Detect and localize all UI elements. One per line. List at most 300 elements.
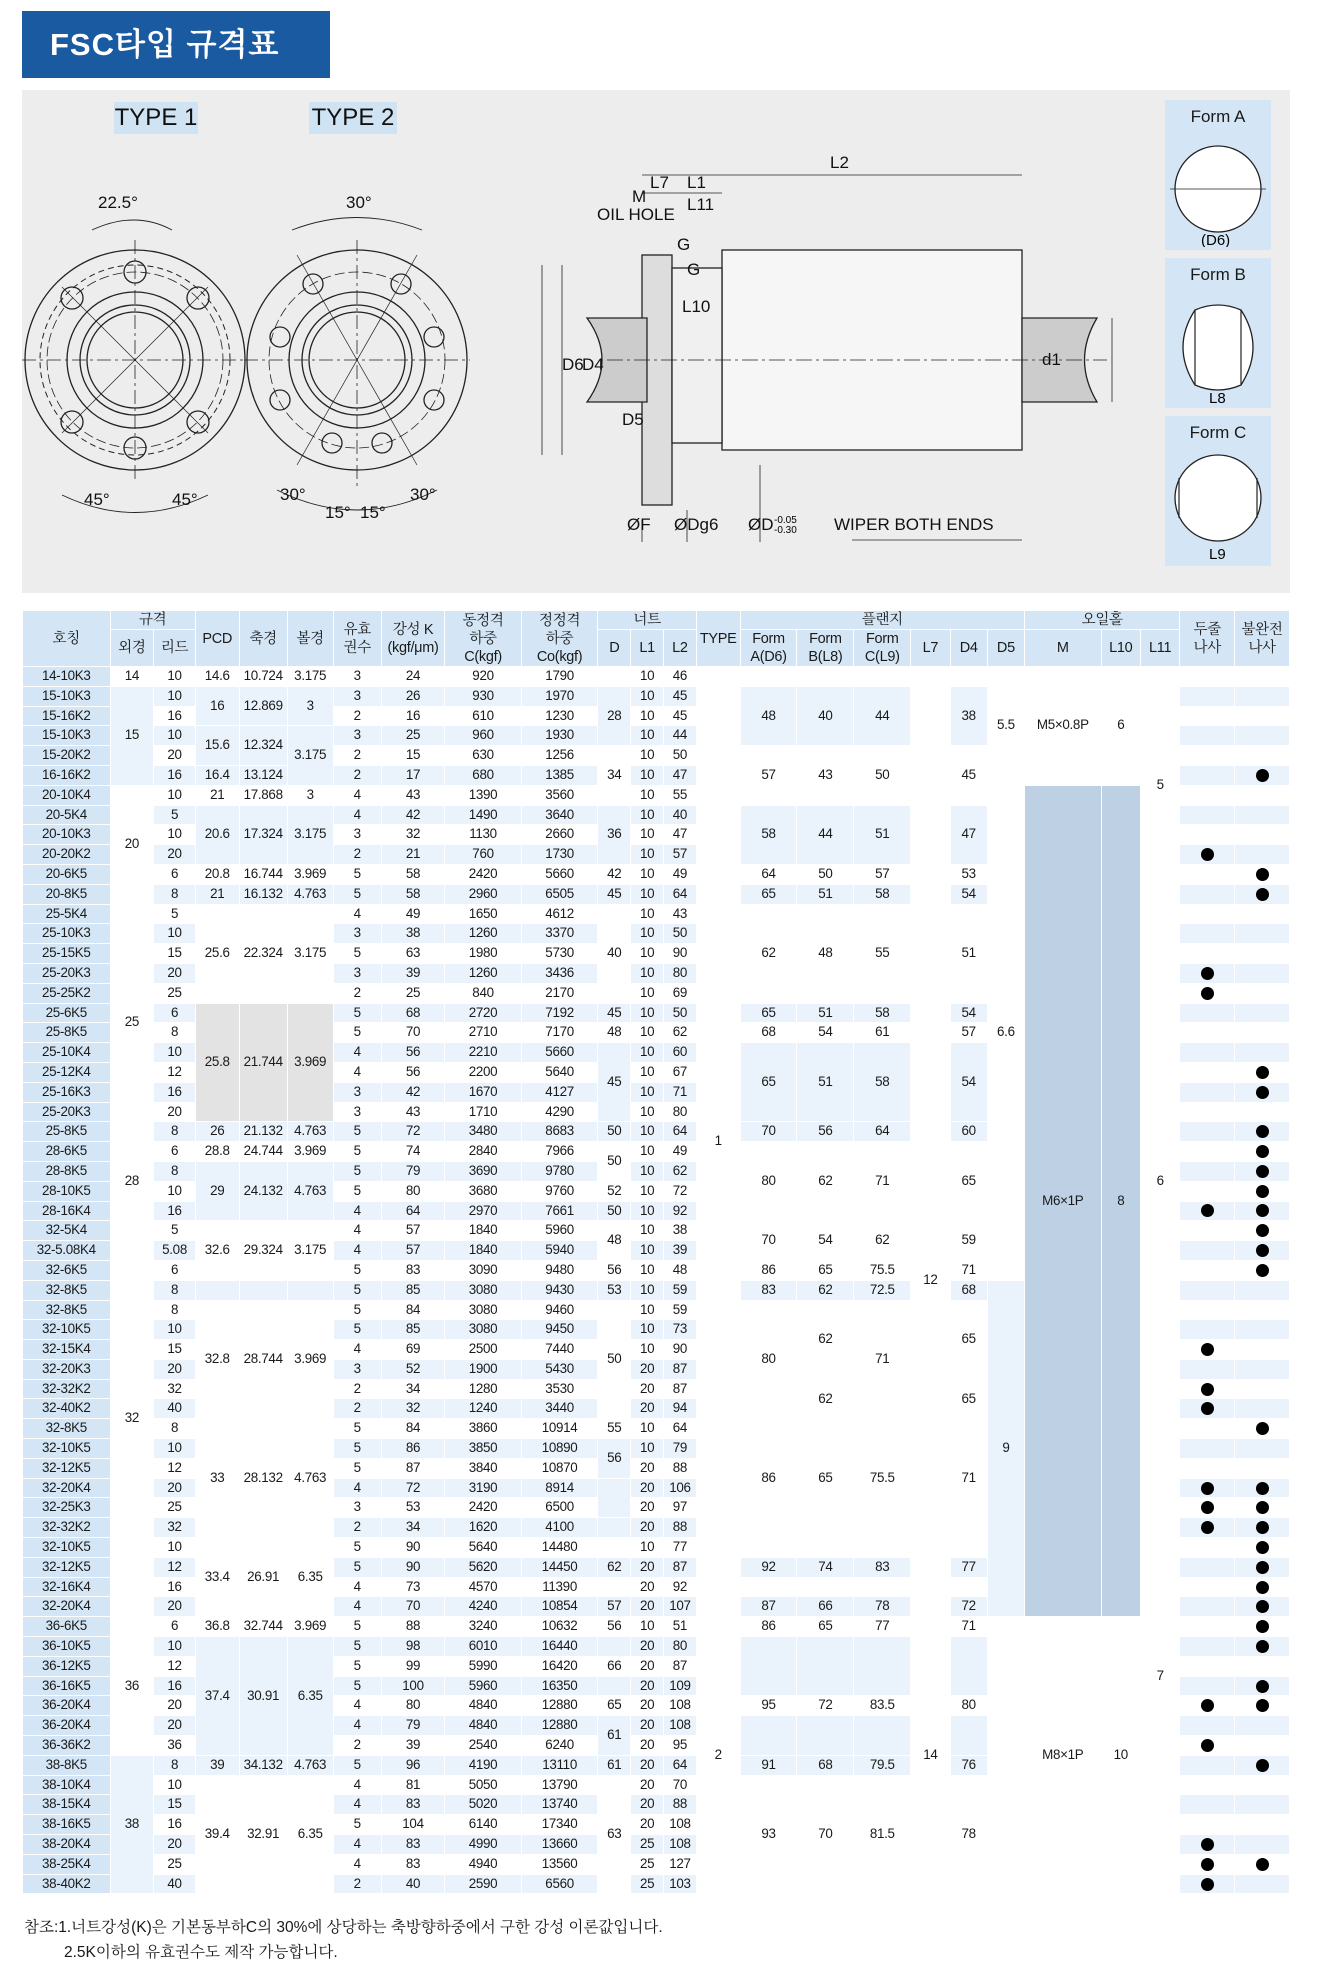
cell-inc — [1235, 1597, 1290, 1617]
cell-dbl — [1180, 1538, 1235, 1558]
cell-m: M6×1P — [1025, 785, 1102, 1616]
cell-l2: 90 — [664, 1340, 697, 1360]
cell-co: 9480 — [521, 1260, 598, 1280]
cell-k: 80 — [381, 1181, 444, 1201]
cell-inc — [1235, 706, 1290, 726]
cell-name: 32-20K3 — [23, 1359, 111, 1379]
cell-d4: 71 — [950, 1617, 987, 1637]
cell-dbl — [1180, 1557, 1235, 1577]
cell-turns: 3 — [333, 1102, 381, 1122]
table-row — [23, 1617, 1290, 1637]
cell-name: 38-10K4 — [23, 1775, 111, 1795]
cell-shaft: 21.132 — [239, 1122, 287, 1142]
cell-d4: 51 — [950, 904, 987, 1003]
cell-co: 1730 — [521, 845, 598, 865]
double-thread-dot-icon — [1201, 1838, 1214, 1851]
cell-co: 3560 — [521, 785, 598, 805]
cell-fa: 95 — [740, 1696, 797, 1716]
cell-k: 73 — [381, 1577, 444, 1597]
cell-c: 930 — [445, 686, 522, 706]
cell-dbl — [1180, 667, 1235, 687]
th-l11: L11 — [1140, 630, 1179, 667]
cell-l1: 10 — [631, 1043, 664, 1063]
cell-inc — [1235, 1458, 1290, 1478]
cell-lead: 20 — [154, 845, 196, 865]
cell-dbl — [1180, 1696, 1235, 1716]
cell-co: 16350 — [521, 1676, 598, 1696]
cell-dbl — [1180, 1340, 1235, 1360]
cell-l1: 20 — [631, 1577, 664, 1597]
th-form-b: Form B(L8) — [797, 630, 854, 667]
cell-lead: 20 — [154, 1359, 196, 1379]
cell-l2: 64 — [664, 1122, 697, 1142]
cell-name: 32-25K3 — [23, 1498, 111, 1518]
cell-dbl — [1180, 904, 1235, 924]
cell-d4: 78 — [950, 1775, 987, 1894]
cell-name: 14-10K3 — [23, 667, 111, 687]
cell-turns: 5 — [333, 1656, 381, 1676]
cell-pcd: 33.4 — [195, 1538, 239, 1617]
cell-name: 20-10K4 — [23, 785, 111, 805]
cell-lead: 8 — [154, 1161, 196, 1181]
cell-ball: 4.763 — [287, 884, 333, 904]
cell-pcd: 15.6 — [195, 726, 239, 766]
cell-dbl — [1180, 1082, 1235, 1102]
cell-dbl — [1180, 1320, 1235, 1340]
cell-c: 2970 — [445, 1201, 522, 1221]
cell-dbl — [1180, 864, 1235, 884]
cell-l1: 10 — [631, 1241, 664, 1261]
cell-name: 20-5K4 — [23, 805, 111, 825]
cell-k: 42 — [381, 805, 444, 825]
form-a-shape — [1165, 127, 1271, 247]
cell-k: 58 — [381, 884, 444, 904]
cell-l1: 20 — [631, 1676, 664, 1696]
cell-fa — [740, 1577, 797, 1597]
cell-turns: 5 — [333, 1637, 381, 1657]
cell-k: 72 — [381, 1478, 444, 1498]
form-b-box — [1165, 258, 1271, 408]
cell-k: 49 — [381, 904, 444, 924]
cell-d: 63 — [598, 1775, 631, 1894]
incomplete-thread-dot-icon — [1256, 1858, 1269, 1871]
cell-dbl — [1180, 726, 1235, 746]
form-a-box — [1165, 100, 1271, 250]
cell-ball: 3 — [287, 785, 333, 805]
cell-turns: 4 — [333, 1221, 381, 1241]
cell-fa: 48 — [740, 686, 797, 745]
cell-lead: 5 — [154, 1221, 196, 1241]
cell-k: 85 — [381, 1280, 444, 1300]
cell-l1: 20 — [631, 1755, 664, 1775]
cell-turns: 5 — [333, 944, 381, 964]
cell-d4: 54 — [950, 1043, 987, 1122]
cell-l2: 44 — [664, 726, 697, 746]
cell-k: 34 — [381, 1518, 444, 1538]
cell-l2: 92 — [664, 1201, 697, 1221]
double-thread-dot-icon — [1201, 1699, 1214, 1712]
cell-l1: 20 — [631, 1359, 664, 1379]
th-static-load: 정정격 하중 Co(kgf) — [521, 611, 598, 667]
note-line-1: 참조:1.너트강성(K)은 기본동부하C의 30%에 상당하는 축방향하중에서 구한 강성 이론값입니다. — [24, 1919, 663, 1936]
cell-fc: 58 — [854, 1043, 911, 1122]
cell-d: 50 — [598, 1201, 631, 1221]
cell-l2: 73 — [664, 1320, 697, 1340]
th-spec: 규격 — [110, 611, 195, 630]
cell-turns: 4 — [333, 1696, 381, 1716]
cell-turns: 3 — [333, 667, 381, 687]
cell-k: 88 — [381, 1617, 444, 1637]
cell-fb: 40 — [797, 686, 854, 745]
cell-od: 15 — [110, 686, 154, 785]
cell-lead: 16 — [154, 1676, 196, 1696]
cell-lead: 5 — [154, 904, 196, 924]
incomplete-thread-dot-icon — [1256, 1224, 1269, 1237]
cell-co: 10890 — [521, 1439, 598, 1459]
note-line-2: 2.5K이하의 유효권수도 제작 가능합니다. — [64, 1944, 338, 1961]
cell-pcd: 21 — [195, 884, 239, 904]
cell-k: 81 — [381, 1775, 444, 1795]
cell-co: 1790 — [521, 667, 598, 687]
cell-dbl — [1180, 1062, 1235, 1082]
cell-ball: 3.969 — [287, 1300, 333, 1419]
label-phi-f: ØF — [627, 515, 651, 534]
th-pcd: PCD — [195, 611, 239, 667]
cell-k: 86 — [381, 1439, 444, 1459]
cell-fb: 65 — [797, 1617, 854, 1637]
type2-angle-mid1: 15° — [325, 503, 351, 522]
cell-dbl — [1180, 1399, 1235, 1419]
th-l1: L1 — [631, 630, 664, 667]
cell-name: 38-25K4 — [23, 1854, 111, 1874]
cell-fb — [797, 667, 854, 687]
cell-d4 — [950, 667, 987, 687]
cell-fa: 87 — [740, 1597, 797, 1617]
cell-d4: 68 — [950, 1280, 987, 1300]
cell-lead: 16 — [154, 765, 196, 785]
th-shaft: 축경 — [239, 611, 287, 667]
cell-ball: 3.175 — [287, 904, 333, 1003]
cell-name: 25-6K5 — [23, 1003, 111, 1023]
form-c-dim: L9 — [1209, 546, 1226, 563]
cell-fb: 68 — [797, 1755, 854, 1775]
cell-l1: 10 — [631, 1181, 664, 1201]
cell-fb: 51 — [797, 1003, 854, 1023]
cell-lead: 20 — [154, 1478, 196, 1498]
cell-d4: 45 — [950, 746, 987, 805]
cell-inc — [1235, 864, 1290, 884]
cell-inc — [1235, 845, 1290, 865]
cell-k: 80 — [381, 1696, 444, 1716]
cell-name: 20-8K5 — [23, 884, 111, 904]
cell-c: 3090 — [445, 1260, 522, 1280]
cell-c: 3850 — [445, 1439, 522, 1459]
cell-l7 — [911, 1300, 950, 1617]
cell-dbl — [1180, 765, 1235, 785]
cell-turns: 4 — [333, 904, 381, 924]
cell-l2: 45 — [664, 706, 697, 726]
cell-turns: 5 — [333, 1161, 381, 1181]
cell-inc — [1235, 1874, 1290, 1894]
cell-d4: 57 — [950, 1023, 987, 1043]
cell-c: 3680 — [445, 1181, 522, 1201]
cell-name: 28-16K4 — [23, 1201, 111, 1221]
cell-l1: 20 — [631, 1478, 664, 1498]
cell-l11: 5 — [1140, 667, 1179, 905]
th-flange: 플랜지 — [740, 611, 1024, 630]
cell-d: 56 — [598, 1617, 631, 1637]
cell-name: 38-20K4 — [23, 1835, 111, 1855]
type1-angle-top: 22.5° — [98, 193, 138, 212]
cell-c: 3080 — [445, 1320, 522, 1340]
cell-name: 32-32K2 — [23, 1379, 111, 1399]
cell-k: 56 — [381, 1062, 444, 1082]
cell-k: 43 — [381, 1102, 444, 1122]
cell-l2: 109 — [664, 1676, 697, 1696]
type2-angle-right: 30° — [410, 485, 436, 504]
cell-shaft: 32.91 — [239, 1775, 287, 1894]
cell-l1: 10 — [631, 1102, 664, 1122]
cell-d: 50 — [598, 1300, 631, 1419]
cell-dbl — [1180, 1637, 1235, 1657]
double-thread-dot-icon — [1201, 1878, 1214, 1891]
cell-dbl — [1180, 1815, 1235, 1835]
cell-c: 1490 — [445, 805, 522, 825]
label-l10: L10 — [682, 297, 711, 316]
cell-fa: 86 — [740, 1617, 797, 1637]
cell-name: 20-10K3 — [23, 825, 111, 845]
cell-lead: 10 — [154, 686, 196, 706]
cell-l1: 10 — [631, 1260, 664, 1280]
cell-fb: 62 — [797, 1300, 854, 1379]
cell-pcd: 16 — [195, 686, 239, 726]
cell-l2: 94 — [664, 1399, 697, 1419]
cell-c: 4990 — [445, 1835, 522, 1855]
cell-fc: 44 — [854, 686, 911, 745]
cell-l2: 80 — [664, 1102, 697, 1122]
cell-ball: 3.969 — [287, 1617, 333, 1637]
cell-turns: 5 — [333, 884, 381, 904]
cell-inc — [1235, 1538, 1290, 1558]
cell-c: 5640 — [445, 1538, 522, 1558]
cell-dbl — [1180, 1201, 1235, 1221]
cell-fa: 65 — [740, 884, 797, 904]
cell-d: 57 — [598, 1597, 631, 1617]
cell-od: 20 — [110, 785, 154, 904]
incomplete-thread-dot-icon — [1256, 1086, 1269, 1099]
cell-l1: 10 — [631, 746, 664, 766]
cell-l1: 10 — [631, 825, 664, 845]
cell-c: 1260 — [445, 963, 522, 983]
cell-dbl — [1180, 1102, 1235, 1122]
cell-l1: 10 — [631, 1419, 664, 1439]
cell-fb: 74 — [797, 1557, 854, 1577]
cell-l2: 64 — [664, 884, 697, 904]
cell-c: 4240 — [445, 1597, 522, 1617]
cell-name: 20-20K2 — [23, 845, 111, 865]
cell-pcd: 26 — [195, 1122, 239, 1142]
cell-co: 12880 — [521, 1696, 598, 1716]
cell-co: 1385 — [521, 765, 598, 785]
cell-ball: 4.763 — [287, 1419, 333, 1538]
cell-turns: 5 — [333, 1003, 381, 1023]
cell-dbl — [1180, 1755, 1235, 1775]
cell-k: 42 — [381, 1082, 444, 1102]
cell-turns: 4 — [333, 1062, 381, 1082]
cell-dbl — [1180, 805, 1235, 825]
cell-l1: 10 — [631, 944, 664, 964]
cell-name: 32-6K5 — [23, 1260, 111, 1280]
cell-k: 68 — [381, 1003, 444, 1023]
cell-d4: 77 — [950, 1557, 987, 1577]
cell-l2: 108 — [664, 1696, 697, 1716]
cell-co: 1256 — [521, 746, 598, 766]
cell-l2: 55 — [664, 785, 697, 805]
cell-name: 32-5.08K4 — [23, 1241, 111, 1261]
cell-l2: 107 — [664, 1597, 697, 1617]
cell-dbl — [1180, 1854, 1235, 1874]
cell-d4: 54 — [950, 1003, 987, 1023]
cell-turns: 3 — [333, 726, 381, 746]
cell-lead: 10 — [154, 1181, 196, 1201]
cell-d5: 6.6 — [987, 785, 1024, 1280]
label-wiper: WIPER BOTH ENDS — [834, 515, 994, 534]
cell-k: 70 — [381, 1597, 444, 1617]
cell-turns: 2 — [333, 746, 381, 766]
cell-l1: 10 — [631, 1280, 664, 1300]
cell-lead: 20 — [154, 1102, 196, 1122]
cell-fc: 58 — [854, 1003, 911, 1023]
cell-fc — [854, 1637, 911, 1696]
incomplete-thread-dot-icon — [1256, 1640, 1269, 1653]
cell-l11: 6 — [1140, 904, 1179, 1458]
cell-l2: 50 — [664, 924, 697, 944]
cell-l1: 10 — [631, 983, 664, 1003]
cell-d4: 71 — [950, 1419, 987, 1538]
cell-fa: 62 — [740, 904, 797, 1003]
cell-name: 36-20K4 — [23, 1696, 111, 1716]
cell-inc — [1235, 944, 1290, 964]
cell-name: 32-8K5 — [23, 1419, 111, 1439]
cell-name: 28-6K5 — [23, 1142, 111, 1162]
incomplete-thread-dot-icon — [1256, 769, 1269, 782]
cell-shaft: 17.324 — [239, 805, 287, 864]
cell-fa: 70 — [740, 1221, 797, 1261]
cell-fa: 64 — [740, 864, 797, 884]
th-l2: L2 — [664, 630, 697, 667]
cell-turns: 2 — [333, 983, 381, 1003]
cell-l2: 106 — [664, 1478, 697, 1498]
cell-k: 83 — [381, 1854, 444, 1874]
cell-fc — [854, 667, 911, 687]
cell-turns: 4 — [333, 1854, 381, 1874]
cell-c: 3240 — [445, 1617, 522, 1637]
table-row — [23, 785, 1290, 805]
cell-name: 32-12K5 — [23, 1557, 111, 1577]
label-tol-down: -0.30 — [774, 525, 797, 536]
cell-d — [598, 1538, 631, 1558]
cell-l1: 10 — [631, 1201, 664, 1221]
cell-k: 32 — [381, 825, 444, 845]
cell-d: 65 — [598, 1696, 631, 1716]
cell-lead: 15 — [154, 944, 196, 964]
cell-lead: 40 — [154, 1874, 196, 1894]
cell-ball: 3.175 — [287, 1221, 333, 1280]
cell-l2: 95 — [664, 1736, 697, 1756]
cell-turns: 4 — [333, 1201, 381, 1221]
cell-name: 25-20K3 — [23, 963, 111, 983]
incomplete-thread-dot-icon — [1256, 1561, 1269, 1574]
cell-fa — [740, 667, 797, 687]
cell-dbl — [1180, 1617, 1235, 1637]
cell-k: 25 — [381, 726, 444, 746]
th-incomplete-thread: 불완전 나사 — [1235, 611, 1290, 667]
cell-inc — [1235, 1696, 1290, 1716]
cell-d: 61 — [598, 1755, 631, 1775]
label-oil-hole: OIL HOLE — [597, 205, 675, 224]
cell-turns: 4 — [333, 1716, 381, 1736]
cell-inc — [1235, 1716, 1290, 1736]
cell-name: 32-20K4 — [23, 1478, 111, 1498]
cell-l1: 25 — [631, 1874, 664, 1894]
cell-k: 40 — [381, 1874, 444, 1894]
cell-co: 7661 — [521, 1201, 598, 1221]
cell-d4: 38 — [950, 686, 987, 745]
cell-co: 9760 — [521, 1181, 598, 1201]
cell-d4 — [950, 1637, 987, 1696]
cell-name: 25-20K3 — [23, 1102, 111, 1122]
type1-label: TYPE 1 — [114, 102, 198, 134]
cell-lead: 8 — [154, 1122, 196, 1142]
cell-l2: 80 — [664, 1637, 697, 1657]
cell-pcd: 39.4 — [195, 1775, 239, 1894]
cell-co: 1230 — [521, 706, 598, 726]
cell-inc — [1235, 1419, 1290, 1439]
cell-fa — [740, 1637, 797, 1696]
cell-co: 8914 — [521, 1478, 598, 1498]
cell-inc — [1235, 746, 1290, 766]
cell-ball: 3.175 — [287, 726, 333, 785]
cell-c: 2710 — [445, 1023, 522, 1043]
cell-k: 15 — [381, 746, 444, 766]
cell-c: 1900 — [445, 1359, 522, 1379]
cell-l2: 79 — [664, 1439, 697, 1459]
cell-lead: 8 — [154, 1280, 196, 1300]
cell-k: 43 — [381, 785, 444, 805]
cell-dbl — [1180, 1122, 1235, 1142]
cell-name: 25-8K5 — [23, 1122, 111, 1142]
cell-name: 32-10K5 — [23, 1538, 111, 1558]
cell-fb: 54 — [797, 1221, 854, 1261]
cell-pcd: 32.6 — [195, 1221, 239, 1280]
form-c-title: Form C — [1189, 423, 1247, 442]
cell-lead: 8 — [154, 1023, 196, 1043]
cell-inc — [1235, 686, 1290, 706]
incomplete-thread-dot-icon — [1256, 1620, 1269, 1633]
cell-inc — [1235, 1003, 1290, 1023]
cell-dbl — [1180, 1676, 1235, 1696]
cell-dbl — [1180, 1775, 1235, 1795]
cell-inc — [1235, 1795, 1290, 1815]
cell-l1: 20 — [631, 1775, 664, 1795]
cell-ball — [287, 1280, 333, 1300]
cell-inc — [1235, 1142, 1290, 1162]
cell-lead: 12 — [154, 1656, 196, 1676]
cell-inc — [1235, 1399, 1290, 1419]
cell-turns: 5 — [333, 1181, 381, 1201]
cell-inc — [1235, 805, 1290, 825]
cell-shaft: 34.132 — [239, 1755, 287, 1775]
